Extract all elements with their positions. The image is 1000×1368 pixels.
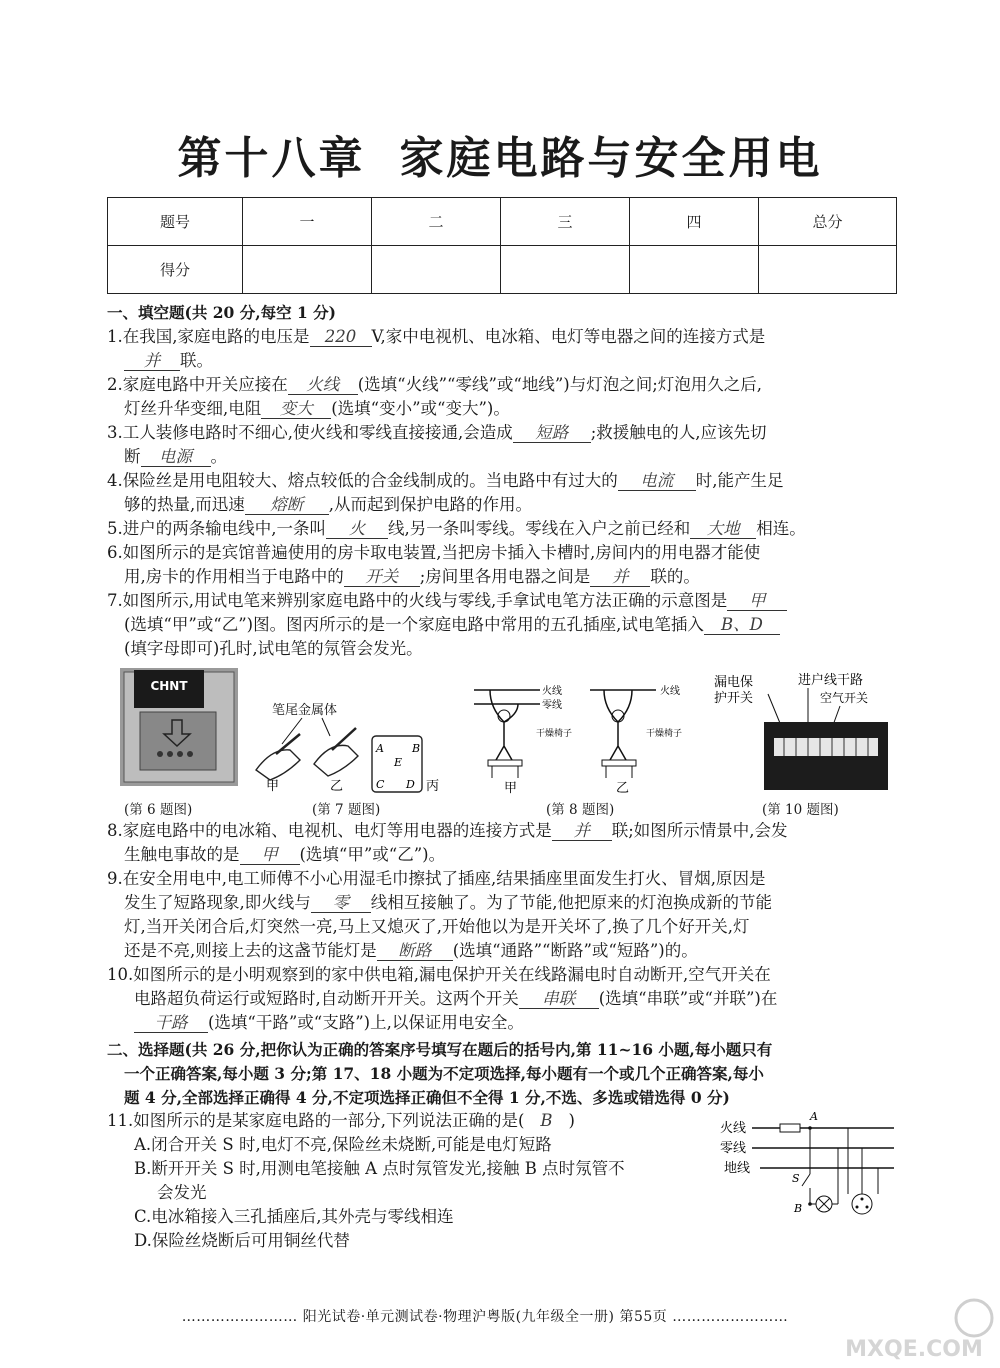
q2-line1: 2.家庭电路中开关应接在 火线 (选填“火线”“零线”或“地线”)与灯泡之间;灯泡用久之后, — [107, 375, 763, 394]
circuit-fire-label: 火线 — [720, 1121, 747, 1136]
socket-d: D — [406, 778, 415, 791]
q10-answer2: 干路 — [134, 1014, 208, 1033]
fig7-yi-label: 乙 — [330, 779, 344, 794]
q4-line2: 够的热量,而迅速 熔断 ,从而起到保护电路的作用。 — [124, 495, 532, 514]
q10-line3: 干路 (选填“干路”或“支路”)上,以保证用电安全。 — [134, 1012, 524, 1034]
circuit-point-a: A — [810, 1110, 818, 1123]
q8-line2: 生触电事故的是 甲 (选填“甲”或“乙”)。 — [124, 845, 446, 864]
q7-line2: (选填“甲”或“乙”)图。图丙所示的是一个家庭电路中常用的五孔插座,试电笔插入 B、D — [124, 614, 780, 636]
q9-answer1: 零 — [311, 894, 371, 913]
q1-answer2: 并 — [124, 352, 180, 371]
q2-line2: 灯丝升华变细,电阻 变大 (选填“变小”或“变大”)。 — [124, 399, 510, 418]
section2-title-line2: 一个正确答案,每小题 3 分;第 17、18 小题为不定项选择,每小题有一个或几个正确答案,每小 — [124, 1064, 764, 1083]
score-cell — [501, 246, 630, 294]
q7-answer2: B、D — [704, 616, 780, 635]
q3-line1: 3.工人装修电路时不细心,使火线和零线直接接通,会造成 短路 ;救援触电的人,应该先切 — [107, 423, 767, 442]
q5-answer2: 大地 — [690, 520, 756, 539]
q11-option-a: A.闭合开关 S 时,电灯不亮,保险丝未烧断,可能是电灯短路 — [134, 1135, 552, 1154]
q11-answer: B — [540, 1111, 553, 1130]
q11-option-b: B.断开开关 S 时,用测电笔接触 A 点时氖管发光,接触 B 点时氖管不 — [134, 1159, 625, 1178]
q10-line1: 10.如图所示的是小明观察到的家中供电箱,漏电保护开关在线路漏电时自动断开,空气开关在 — [107, 965, 771, 984]
q5-answer1: 火 — [326, 520, 388, 539]
q11-circuit-diagram — [718, 1108, 896, 1220]
socket-b: B — [412, 742, 421, 755]
watermark-logo — [834, 1292, 994, 1362]
q1-line1: 1.在我国,家庭电路的电压是 220 V,家中电视机、电冰箱、电灯等电器之间的连接方式是 — [107, 327, 766, 346]
fig8-jia-label: 甲 — [504, 781, 518, 795]
air-switch-label: 空气开关 — [820, 691, 869, 705]
q4-answer1: 电流 — [618, 472, 696, 491]
q2-answer2: 变大 — [261, 400, 331, 419]
q11-option-d: D.保险丝烧断后可用铜丝代替 — [134, 1231, 350, 1250]
q7-line1: 7.如图所示,用试电笔来辨别家庭电路中的火线与零线,手拿试电笔方法正确的示意图是 甲 — [107, 590, 787, 612]
q9-line2: 发生了短路现象,即火线与 零 线相互接触了。为了节能,他把原来的灯泡换成新的节能 — [124, 893, 772, 912]
q9-answer2: 断路 — [377, 942, 453, 961]
chapter-number: 第十八章 — [177, 133, 366, 184]
page-footer: …………………… 阳光试卷·单元测试卷·物理沪粤版(九年级全一册) 第55页 …………………… — [181, 1309, 789, 1325]
q10-answer1: 串联 — [519, 990, 599, 1009]
score-header-cell: 题号 — [108, 198, 243, 246]
q6-answer1: 开关 — [344, 568, 420, 587]
fig8-zero-label: 零线 — [542, 700, 562, 711]
section1-title: 一、填空题(共 20 分,每空 1 分) — [107, 303, 337, 322]
fig8-fire-label-2: 火线 — [660, 686, 680, 697]
q5-line1: 5.进户的两条输电线中,一条叫 火 线,另一条叫零线。零线在入户之前已经和 大地 相连。 — [107, 519, 806, 538]
score-row-label: 得分 — [108, 246, 243, 294]
q3-answer1: 短路 — [513, 424, 591, 443]
section2-title-line1: 二、选择题(共 26 分,把你认为正确的答案序号填写在题后的括号内,第 11~16 小题,每小题只有 — [107, 1040, 773, 1059]
score-header-cell: 四 — [630, 198, 759, 246]
circuit-switch-s: S — [792, 1172, 800, 1185]
q3-line2: 断 电源 。 — [124, 447, 227, 466]
fig8-stool-label-2: 干燥椅子 — [646, 729, 683, 739]
q8-answer2: 甲 — [240, 846, 300, 865]
q8-line1: 8.家庭电路中的电冰箱、电视机、电灯等用电器的连接方式是 并 联;如图所示情景中,会发 — [107, 821, 788, 840]
section2-title-line3: 题 4 分,全部选择正确得 4 分,不定项选择正确但不全得 1 分,不选、多选或错选得 0 分) — [124, 1088, 730, 1107]
fig7-jia-label: 甲 — [266, 779, 280, 794]
q9-line1: 9.在安全用电中,电工师傅不小心用湿毛巾擦拭了插座,结果插座里面发生打火、冒烟,原因是 — [107, 869, 766, 888]
score-cell — [759, 246, 897, 294]
figure-6-card-slot — [120, 668, 238, 786]
q6-line2: 用,房卡的作用相当于电路中的 开关 ;房间里各用电器之间是 并 联的。 — [124, 567, 700, 586]
score-cell — [372, 246, 501, 294]
fig7-bing-label: 丙 — [426, 779, 440, 794]
figure-8-electric-shock — [470, 680, 700, 795]
chnt-logo: CHNT — [150, 679, 188, 693]
score-header-cell: 二 — [372, 198, 501, 246]
figure-10-caption: (第 10 题图) — [762, 802, 839, 818]
leak-switch-label-2: 护开关 — [714, 691, 754, 706]
q11-stem: 11.如图所示的是某家庭电路的一部分,下列说法正确的是( B ) — [107, 1111, 575, 1130]
q6-answer2: 并 — [590, 568, 650, 587]
pen-tail-label: 笔尾金属体 — [272, 703, 338, 718]
leak-switch-label: 漏电保 — [714, 675, 754, 690]
fig8-fire-label: 火线 — [542, 686, 562, 697]
figure-7-test-pen — [252, 700, 442, 795]
q7-line3: (填字母即可)孔时,试电笔的氖管会发光。 — [124, 639, 423, 658]
q10-line2: 电路超负荷运行或短路时,自动断开开关。这两个开关 串联 (选填“串联”或“并联”)在 — [134, 989, 778, 1008]
page-title — [0, 122, 1000, 186]
socket-c: C — [376, 778, 385, 791]
circuit-zero-label: 零线 — [720, 1141, 747, 1156]
chapter-name: 家庭电路与安全用电 — [399, 133, 823, 184]
q2-answer1: 火线 — [288, 376, 358, 395]
score-table — [107, 197, 897, 294]
figure-7-caption: (第 7 题图) — [312, 802, 381, 818]
figure-6-caption: (第 6 题图) — [124, 802, 193, 818]
q1-line2: 并 联。 — [124, 350, 213, 372]
score-header-cell: 总分 — [759, 198, 897, 246]
score-header-cell: 三 — [501, 198, 630, 246]
q9-line3: 灯,当开关闭合后,灯突然一亮,马上又熄灭了,开始他以为是开关坏了,换了几个好开关,灯 — [124, 917, 750, 936]
circuit-point-b: B — [794, 1202, 803, 1215]
q11-option-c: C.电冰箱接入三孔插座后,其外壳与零线相连 — [134, 1207, 454, 1226]
main-line-label: 进户线干路 — [798, 673, 864, 688]
q8-answer1: 并 — [552, 822, 612, 841]
watermark-text: MXQE.COM — [845, 1337, 983, 1362]
figure-10-power-box — [712, 672, 890, 792]
score-header-cell: 一 — [243, 198, 372, 246]
q6-line1: 6.如图所示的是宾馆普遍使用的房卡取电装置,当把房卡插入卡槽时,房间内的用电器才能使 — [107, 543, 761, 562]
fig8-stool-label: 干燥椅子 — [536, 729, 573, 739]
socket-a: A — [376, 742, 384, 755]
score-cell — [630, 246, 759, 294]
q7-answer1: 甲 — [727, 592, 787, 611]
q9-line4: 还是不亮,则接上去的这盏节能灯是 断路 (选填“通路”“断路”或“短路”)的。 — [124, 941, 698, 960]
q11-option-b-cont: 会发光 — [157, 1183, 207, 1202]
q4-line1: 4.保险丝是用电阻较大、熔点较低的合金线制成的。当电路中有过大的 电流 时,能产生足 — [107, 471, 784, 490]
q1-answer1: 220 — [310, 328, 372, 347]
q3-answer2: 电源 — [141, 448, 211, 467]
q4-answer2: 熔断 — [245, 496, 329, 515]
circuit-ground-label: 地线 — [724, 1161, 751, 1176]
fig8-yi-label: 乙 — [616, 781, 630, 795]
figure-8-caption: (第 8 题图) — [546, 802, 615, 818]
socket-e: E — [394, 756, 403, 769]
score-cell — [243, 246, 372, 294]
